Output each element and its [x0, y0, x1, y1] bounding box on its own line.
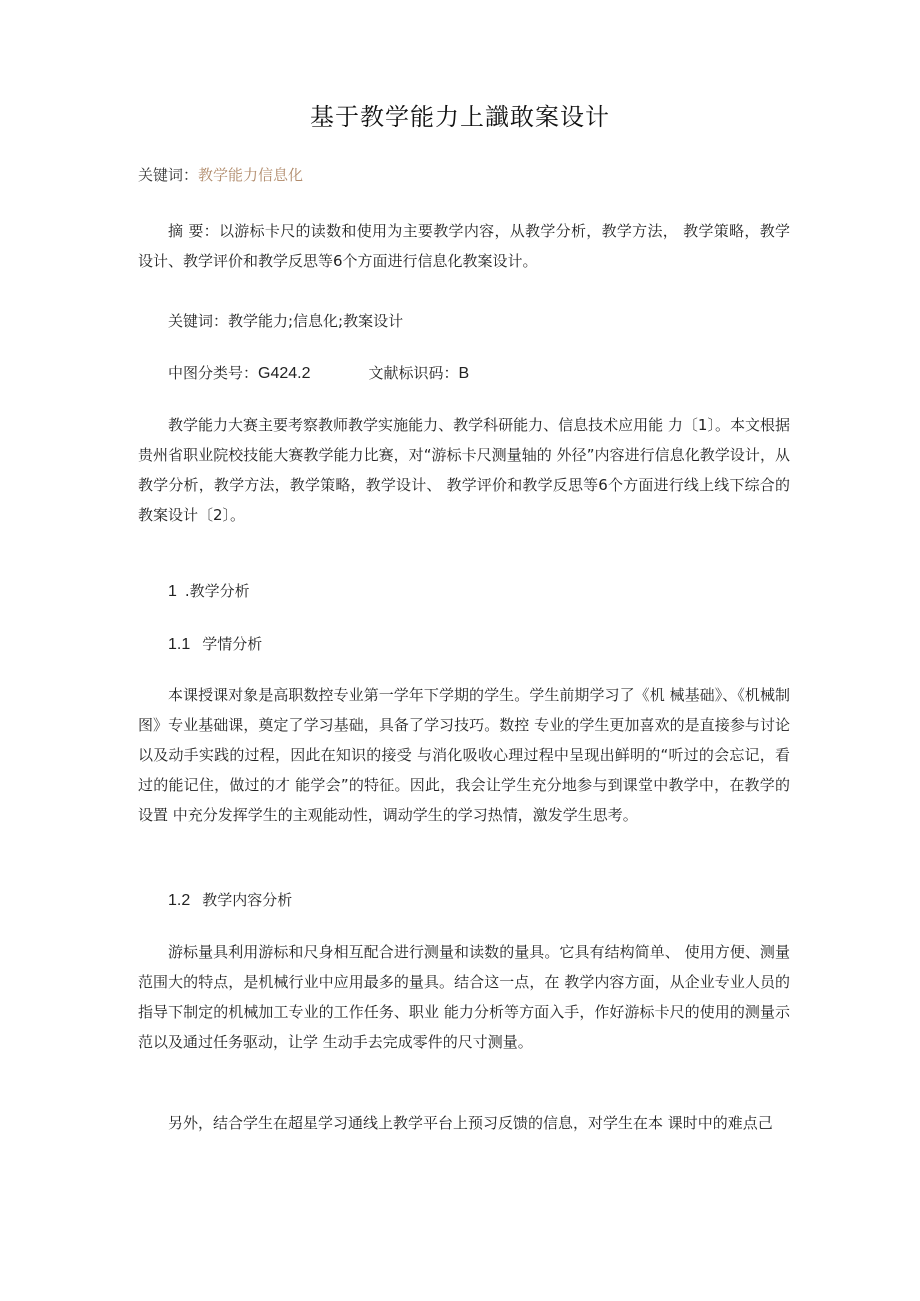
section-1-1-title: 学情分析 [202, 635, 263, 653]
intro-paragraph: 教学能力大赛主要考察教师教学实施能力、教学科研能力、信息技术应用能 力〔1〕。本文根据贵州省职业院校技能大赛教学能力比赛，对“游标卡尺测量轴的 外径”内容进行信息化教学设计，从教学分析，教学方法，教学策略，教学设计、 教学评价和教学反思等6个方面进行线上线下综合的教案设计〔2〕。 [138, 416, 790, 524]
clc-label: 中图分类号： [168, 364, 259, 382]
section-heading-1-2 [168, 889, 292, 912]
keywords-line: 关键词：教学能力;信息化;教案设计 [168, 312, 404, 330]
section-1-number: 1 [168, 583, 177, 600]
page-title: 基于教学能力上讖敢案设计 [310, 103, 610, 131]
content-analysis-paragraph: 游标量具利用游标和尺身相互配合进行测量和读数的量具。它具有结构简单、 使用方便、测量范围大的特点，是机械行业中应用最多的量具。结合这一点，在 教学内容方面，从企业专业人员的指导下制定的机械加工专业的工作任务、职业 能力分析等方面入手，作好游标卡尺的使用的测量示范以及通过任务驱动，让学 生动手去完成零件的尺寸测量。 [138, 943, 790, 1051]
learning-analysis-paragraph: 本课授课对象是高职数控专业第一学年下学期的学生。学生前期学习了《机 械基础》、《机械制图》专业基础课，奠定了学习基础，具备了学习技巧。数控 专业的学生更加喜欢的是直接参与讨论以及动手实践的过程，因此在知识的接受 与消化吸收心理过程中呈现出鲜明的“听过的会忘记，看过的能记住，做过的才 能学会”的特征。因此，我会让学生充分地参与到课堂中教学中，在教学的设置 中充分发挥学生的主观能动性，调动学生的学习热情，激发学生思考。 [138, 686, 790, 824]
last-paragraph: 另外，结合学生在超星学习通线上教学平台上预习反馈的信息，对学生在本 课时中的难点己 [168, 1114, 773, 1132]
doc-code-value: B [458, 365, 470, 382]
classification-line [168, 362, 469, 385]
abstract-paragraph: 摘 要：以游标卡尺的读数和使用为主要教学内容，从教学分析，教学方法， 教学策略，教学设计、教学评价和教学反思等6个方面进行信息化教案设计。 [138, 222, 790, 270]
keywords-header-value: 教学能力信息化 [198, 166, 304, 184]
section-heading-1 [168, 580, 250, 603]
section-heading-1-1 [168, 633, 262, 656]
section-1-2-number: 1.2 [168, 892, 191, 909]
section-1-1-number: 1.1 [168, 636, 191, 653]
section-1-2-title: 教学内容分析 [202, 891, 293, 909]
clc-value: G424.2 [258, 365, 311, 382]
keywords-header-label: 关键词： [138, 166, 199, 184]
doc-code-label: 文献标识码： [368, 364, 459, 382]
section-1-title: .教学分析 [184, 582, 250, 600]
keywords-header [138, 164, 303, 186]
